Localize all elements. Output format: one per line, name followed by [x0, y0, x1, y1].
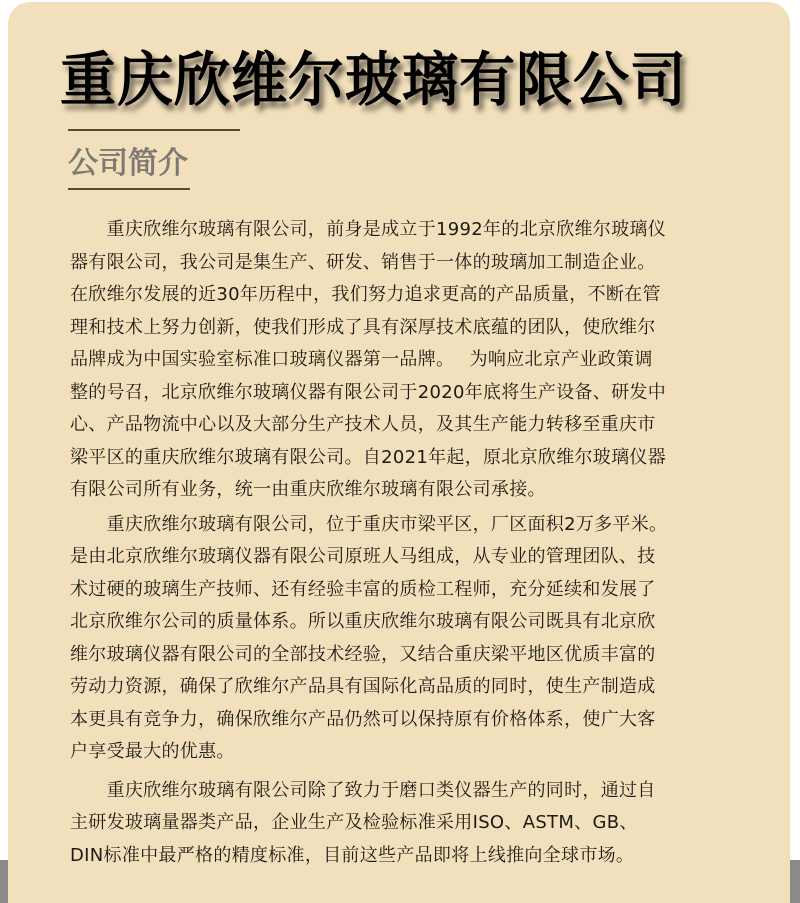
text-line: 理和技术上努力创新，使我们形成了具有深厚技术底蕴的团队，使欣维尔 [70, 316, 656, 338]
text-line: 器有限公司，我公司是集生产、研发、销售于一体的玻璃加工制造企业。 [70, 251, 656, 273]
text-line: 本更具有竞争力，确保欣维尔产品仍然可以保持原有价格体系，使广大客 [70, 708, 656, 730]
text-line: 重庆欣维尔玻璃有限公司除了致力于磨口类仪器生产的同时，通过自 [70, 779, 656, 801]
text-line: 重庆欣维尔玻璃有限公司，前身是成立于1992年的北京欣维尔玻璃仪 [70, 219, 667, 240]
company-intro-card [8, 2, 790, 903]
intro-body [70, 214, 710, 874]
paragraph [70, 775, 710, 873]
text-line: 在欣维尔发展的近30年历程中，我们努力追求更高的产品质量，不断在管 [70, 284, 661, 305]
text-line: DIN标准中最严格的精度标准，目前这些产品即将上线推向全球市场。 [70, 844, 635, 866]
text-line: 主研发玻璃量器类产品，企业生产及检验标准采用ISO、ASTM、GB、 [70, 812, 638, 833]
text-line: 有限公司所有业务，统一由重庆欣维尔玻璃有限公司承接。 [70, 479, 546, 500]
divider-top [68, 129, 240, 131]
text-line: 品牌成为中国实验室标准口玻璃仪器第一品牌。 为响应北京产业政策调 [70, 349, 653, 370]
text-line: 维尔玻璃仪器有限公司的全部技术经验，又结合重庆梁平地区优质丰富的 [70, 643, 656, 665]
text-line: 北京欣维尔公司的质量体系。所以重庆欣维尔玻璃有限公司既具有北京欣 [70, 611, 656, 632]
section-title: 公司简介 [68, 146, 188, 181]
text-line: 重庆欣维尔玻璃有限公司，位于重庆市梁平区，厂区面积2万多平米。 [70, 513, 668, 535]
text-line: 心、产品物流中心以及大部分生产技术人员，及其生产能力转移至重庆市 [70, 414, 656, 435]
text-line: 整的号召，北京欣维尔玻璃仪器有限公司于2020年底将生产设备、研发中 [70, 381, 667, 403]
paragraph [70, 214, 710, 507]
text-line: 术过硬的玻璃生产技师、还有经验丰富的质检工程师，充分延续和发展了 [70, 578, 656, 600]
text-line: 是由北京欣维尔玻璃仪器有限公司原班人马组成，从专业的管理团队、技 [70, 546, 656, 567]
text-line: 户享受最大的优惠。 [70, 741, 235, 762]
divider-bottom [68, 188, 190, 190]
text-line: 梁平区的重庆欣维尔玻璃有限公司。自2021年起，原北京欣维尔玻璃仪器 [70, 446, 667, 468]
paragraph [70, 509, 710, 769]
text-line: 劳动力资源，确保了欣维尔产品具有国际化高品质的同时，使生产制造成 [70, 676, 656, 697]
company-title: 重庆欣维尔玻璃有限公司 [60, 46, 687, 115]
